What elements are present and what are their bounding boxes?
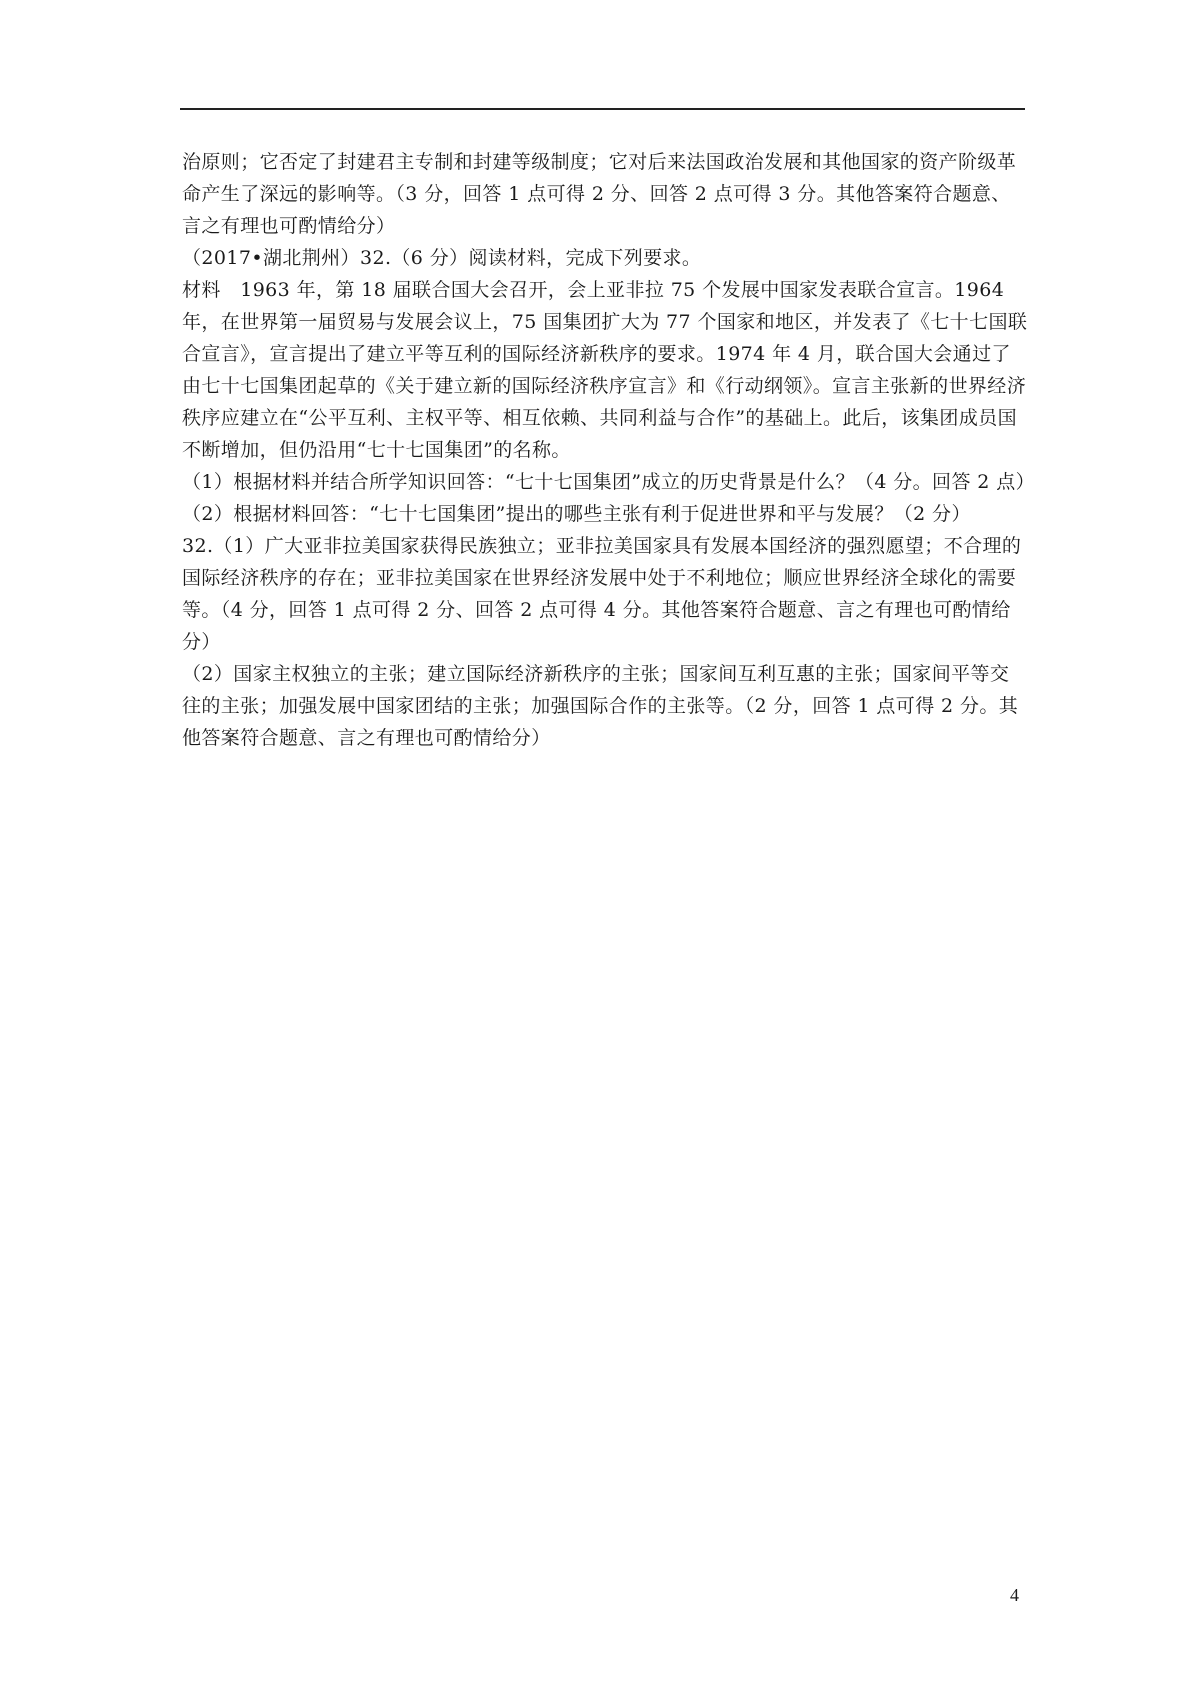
paragraph-question-heading: （2017•湖北荆州）32.（6 分）阅读材料，完成下列要求。	[182, 247, 702, 269]
paragraph-question-1: （1）根据材料并结合所学知识回答：“七十七国集团”成立的历史背景是什么？（4 分。回答 2 点）	[182, 471, 1036, 493]
paragraph-question-2: （2）根据材料回答：“七十七国集团”提出的哪些主张有利于促进世界和平与发展？（2 分）	[182, 503, 971, 525]
paragraph-answer-1: 32.（1）广大亚非拉美国家获得民族独立；亚非拉美国家具有发展本国经济的强烈愿望；不合理的国际经济秩序的存在；亚非拉美国家在世界经济发展中处于不利地位；顺应世界经济全球化的需要等。（4 分，回答 1 点可得 2 分、回答 2 点可得 4 分。其他答案符合题意、言之有理也可酌情给分）	[182, 535, 1022, 653]
paragraph-answer-2: （2）国家主权独立的主张；建立国际经济新秩序的主张；国家间互利互惠的主张；国家间平等交往的主张；加强发展中国家团结的主张；加强国际合作的主张等。（2 分，回答 1 点可得 2 分。其他答案符合题意、言之有理也可酌情给分）	[182, 663, 1019, 749]
document-body	[182, 146, 1036, 754]
paragraph-previous-answer-continuation: 治原则；它否定了封建君主专制和封建等级制度；它对后来法国政治发展和其他国家的资产阶级革命产生了深远的影响等。（3 分，回答 1 点可得 2 分、回答 2 点可得 3 分。其他答案符合题意、言之有理也可酌情给分）	[182, 151, 1017, 237]
page-number: 4	[1010, 1585, 1019, 1605]
paragraph-material: 材料 1963 年，第 18 届联合国大会召开，会上亚非拉 75 个发展中国家发表联合宣言。1964 年，在世界第一届贸易与发展会议上，75 国集团扩大为 77 个国家和地区，并发表了《七十七国联合宣言》，宣言提出了建立平等互利的国际经济新秩序的要求。1974 年 4 月，联合国大会通过了由七十七国集团起草的《关于建立新的国际经济秩序宣言》和《行动纲领》。宣言主张新的世界经济秩序应建立在“公平互利、主权平等、相互依赖、共同利益与合作”的基础上。此后，该集团成员国不断增加，但仍沿用“七十七国集团”的名称。	[182, 279, 1028, 461]
header-rule	[180, 108, 1025, 110]
